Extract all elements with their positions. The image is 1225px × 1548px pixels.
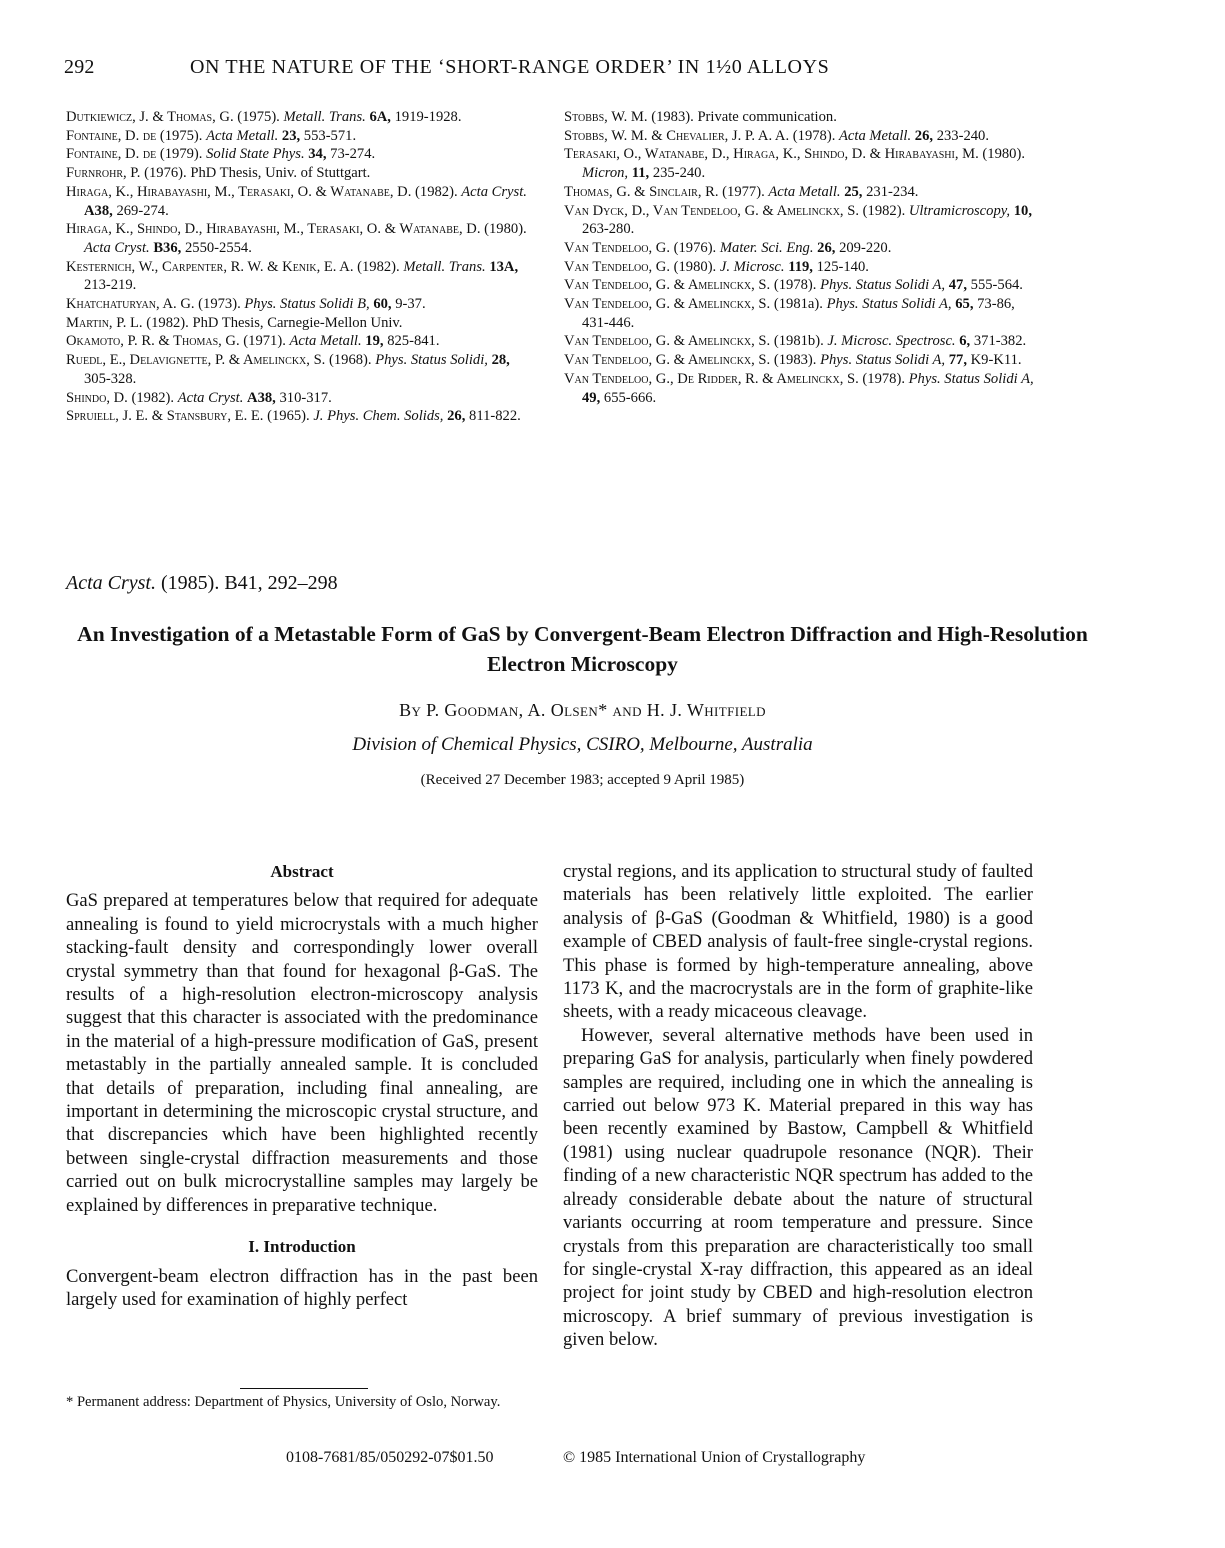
- reference-year: (1977).: [722, 183, 765, 200]
- reference-year: (1968).: [329, 352, 372, 369]
- reference-volume: 26,: [447, 408, 466, 425]
- authors-text: By P. Goodman, A. Olsen* and H. J. Whitfield: [399, 700, 766, 720]
- reference-entry: [564, 183, 1036, 202]
- reference-authors: Stobbs, W. M. & Chevalier, J. P. A. A.: [564, 127, 790, 144]
- reference-authors: Van Tendeloo, G. & Amelinckx, S.: [564, 296, 771, 313]
- reference-year: (1976).: [144, 165, 187, 182]
- reference-year: (1975).: [159, 127, 203, 144]
- reference-entry: [66, 351, 538, 388]
- reference-volume: 34,: [308, 146, 327, 163]
- reference-year: (1982).: [131, 389, 175, 406]
- reference-volume: 6,: [959, 333, 971, 350]
- article-title: An Investigation of a Metastable Form of GaS by Convergent-Beam Electron Diffraction and High-Resolution Electron Microscopy: [77, 622, 1088, 676]
- reference-journal: Acta Cryst.: [84, 239, 150, 256]
- reference-authors: Martin, P. L.: [66, 314, 143, 331]
- reference-authors: Hiraga, K., Shindo, D., Hirabayashi, M., Terasaki, O. & Watanabe, D.: [66, 221, 481, 238]
- reference-entry: [564, 351, 1036, 370]
- reference-authors: Spruiell, J. E. & Stansbury, E. E.: [66, 408, 264, 425]
- reference-pages: PhD Thesis, Univ. of Stuttgart.: [190, 165, 371, 182]
- right-text-column: [563, 860, 1033, 1352]
- reference-volume: A38,: [247, 389, 276, 406]
- reference-entry: [564, 370, 1036, 407]
- reference-year: (1973).: [198, 296, 241, 313]
- references-left-column: [66, 108, 538, 426]
- citation-journal: Acta Cryst.: [66, 572, 156, 594]
- reference-pages: 555-564.: [970, 277, 1023, 294]
- reference-authors: Khatchaturyan, A. G.: [66, 296, 195, 313]
- reference-pages: 811-822.: [469, 408, 521, 425]
- reference-authors: Okamoto, P. R. & Thomas, G.: [66, 333, 240, 350]
- reference-journal: Acta Cryst.: [461, 183, 527, 200]
- reference-authors: Fontaine, D. de: [66, 146, 157, 163]
- reference-journal: Phys. Status Solidi B,: [244, 296, 370, 313]
- reference-volume: 6A,: [369, 109, 391, 125]
- reference-authors: Van Tendeloo, G., De Ridder, R. & Amelinckx, S.: [564, 370, 859, 387]
- footnote-rule: [240, 1388, 368, 1389]
- reference-year: (1983).: [651, 109, 694, 125]
- references-right-column: [564, 108, 1036, 407]
- reference-authors: Van Tendeloo, G. & Amelinckx, S.: [564, 333, 771, 350]
- reference-entry: [66, 220, 538, 257]
- reference-pages: 2550-2554.: [184, 239, 252, 256]
- introduction-para1-start: Convergent-beam electron diffraction has in the past been largely used for examination of highly perfect: [66, 1265, 538, 1310]
- reference-journal: Acta Cryst.: [177, 389, 244, 406]
- reference-pages: 231-234.: [866, 183, 919, 200]
- reference-journal: Solid State Phys.: [206, 146, 305, 163]
- reference-authors: Stobbs, W. M.: [564, 109, 648, 125]
- reference-journal: Phys. Status Solidi A,: [908, 370, 1034, 387]
- reference-journal: Acta Metall.: [206, 127, 279, 144]
- reference-authors: Van Tendeloo, G.: [564, 258, 670, 275]
- reference-authors: Terasaki, O., Watanabe, D., Hiraga, K., Shindo, D. & Hirabayashi, M.: [564, 146, 979, 163]
- reference-year: (1965).: [267, 408, 310, 425]
- reference-year: (1978).: [773, 277, 817, 294]
- reference-year: (1971).: [243, 333, 286, 350]
- reference-volume: 28,: [491, 352, 510, 369]
- reference-authors: Furnrohr, P.: [66, 165, 141, 182]
- reference-authors: Van Tendeloo, G. & Amelinckx, S.: [564, 277, 771, 294]
- reference-pages: K9-K11.: [970, 352, 1022, 369]
- reference-year: (1980).: [982, 146, 1025, 163]
- reference-entry: [66, 183, 538, 220]
- reference-journal: Phys. Status Solidi A,: [826, 296, 952, 313]
- reference-entry: [564, 332, 1036, 351]
- reference-year: (1975).: [237, 109, 280, 125]
- reference-pages: 9-37.: [395, 296, 426, 313]
- reference-year: (1981b).: [773, 333, 824, 350]
- reference-journal: Acta Metall.: [839, 127, 912, 144]
- reference-pages: 209-220.: [839, 239, 892, 256]
- running-title: ON THE NATURE OF THE ‘SHORT-RANGE ORDER’ IN 1½0 ALLOYS: [190, 56, 830, 78]
- reference-entry: [564, 127, 1036, 146]
- reference-volume: 49,: [582, 389, 601, 406]
- reference-entry: [564, 108, 1036, 127]
- reference-entry: [66, 314, 538, 333]
- reference-entry: [564, 258, 1036, 277]
- reference-entry: [66, 258, 538, 295]
- reference-volume: 10,: [1013, 202, 1032, 219]
- reference-volume: 13A,: [489, 258, 519, 275]
- introduction-heading: I. Introduction: [248, 1237, 356, 1257]
- reference-entry: [66, 389, 538, 408]
- reference-pages: 310-317.: [279, 389, 332, 406]
- reference-entry: [66, 127, 538, 146]
- reference-entry: [66, 108, 538, 127]
- reference-journal: Ultramicroscopy,: [908, 202, 1011, 219]
- reference-journal: Micron,: [582, 165, 629, 182]
- reference-pages: PhD Thesis, Carnegie-Mellon Univ.: [192, 314, 403, 331]
- reference-pages: Private communication.: [697, 109, 837, 125]
- reference-volume: A38,: [84, 202, 113, 219]
- article-affiliation: Division of Chemical Physics, CSIRO, Melbourne, Australia: [352, 734, 813, 755]
- reference-year: (1982).: [415, 183, 458, 200]
- reference-volume: 119,: [788, 258, 813, 275]
- reference-journal: J. Microsc.: [719, 258, 785, 275]
- reference-pages: 371-382.: [973, 333, 1027, 350]
- reference-entry: [564, 202, 1036, 239]
- reference-pages: 73-86, 431-446.: [582, 296, 1015, 331]
- reference-authors: Van Tendeloo, G. & Amelinckx, S.: [564, 352, 771, 369]
- reference-authors: Hiraga, K., Hirabayashi, M., Terasaki, O. & Watanabe, D.: [66, 183, 412, 200]
- reference-volume: 11,: [631, 165, 650, 182]
- reference-pages: 553-571.: [303, 127, 357, 144]
- reference-pages: 269-274.: [116, 202, 169, 219]
- reference-pages: 73-274.: [330, 146, 376, 163]
- reference-volume: 65,: [955, 296, 974, 313]
- reference-authors: Shindo, D.: [66, 389, 128, 406]
- article-citation: [66, 572, 338, 595]
- reference-entry: [66, 332, 538, 351]
- reference-volume: 77,: [948, 352, 967, 369]
- introduction-para2: However, several alternative methods have been used in preparing GaS for analysis, particularly when finely powdered samples are required, including one in which the annealing is carried out below 973 K. Material prepared in this way has been recently examined by Bastow, Campbell & Whitfield (1981) using nuclear quadrupole resonance (NQR). Their finding of a new characteristic NQR spectrum has added to the already considerable debate about the nature of structural variants occurring at room temperature and pressure. Since crystals from this preparation are characteristically too small for single-crystal X-ray diffraction, this appeared as an ideal project for joint study by CBED and high-resolution electron microscopy. A brief summary of previous investigation is given below.: [563, 1024, 1033, 1351]
- reference-year: (1983).: [773, 352, 817, 369]
- issn-code: 0108-7681/85/050292-07$01.50: [286, 1449, 494, 1466]
- article-authors: [60, 700, 1105, 721]
- reference-volume: 26,: [817, 239, 836, 256]
- left-text-column: [66, 860, 538, 1311]
- reference-year: (1981a).: [773, 296, 823, 313]
- reference-year: (1978).: [792, 127, 836, 144]
- reference-entry: [66, 145, 538, 164]
- reference-pages: 235-240.: [652, 165, 706, 182]
- reference-authors: Van Dyck, D., Van Tendeloo, G. & Amelinckx, S.: [564, 202, 859, 219]
- reference-journal: Acta Metall.: [768, 183, 841, 200]
- reference-volume: 47,: [948, 277, 967, 294]
- reference-year: (1982).: [357, 258, 400, 275]
- reference-pages: 213-219.: [84, 277, 137, 294]
- reference-year: (1976).: [673, 239, 717, 256]
- reference-pages: 263-280.: [582, 221, 635, 238]
- citation-details: (1985). B41, 292–298: [161, 572, 338, 594]
- reference-authors: Van Tendeloo, G.: [564, 239, 670, 256]
- reference-journal: Acta Metall.: [289, 333, 362, 350]
- reference-pages: 825-841.: [387, 333, 440, 350]
- reference-authors: Dutkiewicz, J. & Thomas, G.: [66, 109, 234, 125]
- copyright-notice: © 1985 International Union of Crystallography: [563, 1449, 866, 1466]
- reference-year: (1982).: [862, 202, 906, 219]
- reference-entry: [564, 145, 1036, 182]
- reference-entry: [66, 295, 538, 314]
- reference-entry: [66, 164, 538, 183]
- reference-pages: 1919-1928.: [394, 109, 462, 125]
- reference-authors: Kesternich, W., Carpenter, R. W. & Kenik, E. A.: [66, 258, 354, 275]
- reference-pages: 125-140.: [816, 258, 869, 275]
- reference-year: (1980).: [484, 221, 527, 238]
- footnote: * Permanent address: Department of Physics, University of Oslo, Norway.: [66, 1394, 501, 1410]
- reference-entry: [564, 239, 1036, 258]
- reference-volume: 25,: [844, 183, 863, 200]
- reference-journal: Mater. Sci. Eng.: [719, 239, 814, 256]
- reference-journal: J. Microsc. Spectrosc.: [827, 333, 956, 350]
- reference-volume: 19,: [365, 333, 384, 350]
- reference-authors: Ruedl, E., Delavignette, P. & Amelinckx, S.: [66, 352, 326, 369]
- reference-entry: [564, 276, 1036, 295]
- reference-year: (1982).: [146, 314, 189, 331]
- introduction-para1-end: crystal regions, and its application to structural study of faulted materials has been relatively little exploited. The earlier analysis of β-GaS (Goodman & Whitfield, 1980) is a good example of CBED analysis of fault-free single-crystal regions. This phase is formed by high-temperature annealing, above 1173 K, and the macrocrystals are in the form of graphite-like sheets, with a ready micaceous cleavage.: [563, 861, 1033, 1023]
- reference-volume: 60,: [373, 296, 392, 313]
- reference-volume: B36,: [153, 239, 182, 256]
- page-number: 292: [64, 56, 95, 78]
- reference-journal: Metall. Trans.: [403, 258, 486, 275]
- reference-pages: 233-240.: [936, 127, 989, 144]
- reference-pages: 655-666.: [603, 389, 657, 406]
- reference-entry: [564, 295, 1036, 332]
- reference-year: (1980).: [673, 258, 717, 275]
- reference-entry: [66, 407, 538, 426]
- received-dates: (Received 27 December 1983; accepted 9 April 1985): [420, 772, 745, 788]
- reference-year: (1978).: [862, 370, 905, 387]
- reference-authors: Fontaine, D. de: [66, 127, 157, 144]
- reference-volume: 26,: [914, 127, 934, 144]
- abstract-heading: Abstract: [270, 862, 334, 881]
- reference-pages: 305-328.: [84, 370, 137, 387]
- reference-journal: Phys. Status Solidi A,: [820, 277, 946, 294]
- reference-volume: 23,: [281, 127, 301, 144]
- abstract-text: GaS prepared at temperatures below that required for adequate annealing is found to yield microcrystals with a much higher stacking-fault density and correspondingly lower overall crystal symmetry than that found for hexagonal β-GaS. The results of a high-resolution electron-microscopy analysis suggest that this character is associated with the predominance in the material of a high-pressure modification of GaS, present metastably in the partially annealed sample. It is concluded that details of preparation, including final annealing, are important in determining the microscopic crystal structure, and that discrepancies which have been highlighted recently between single-crystal diffraction measurements and those carried out on bulk microcrystalline samples may largely be explained by differences in preparative technique.: [66, 890, 538, 1216]
- reference-journal: Metall. Trans.: [283, 109, 366, 125]
- reference-journal: Phys. Status Solidi A,: [820, 352, 946, 369]
- reference-year: (1979).: [159, 146, 203, 163]
- reference-journal: J. Phys. Chem. Solids,: [313, 408, 444, 425]
- reference-journal: Phys. Status Solidi,: [375, 352, 488, 369]
- reference-authors: Thomas, G. & Sinclair, R.: [564, 183, 719, 200]
